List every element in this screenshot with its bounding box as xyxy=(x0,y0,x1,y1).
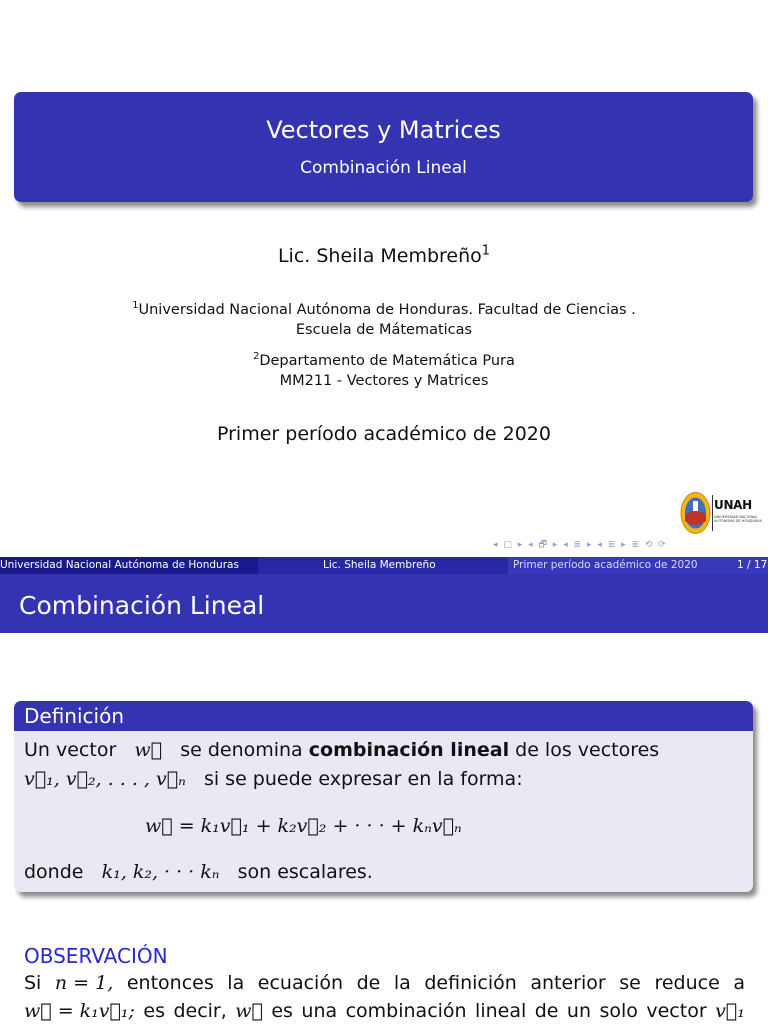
observation-word: n = 1, xyxy=(54,972,114,994)
observation-word: a xyxy=(733,972,745,994)
unah-logo xyxy=(680,491,768,535)
period-line: Primer período académico de 2020 xyxy=(217,423,551,445)
definition-header xyxy=(14,701,753,731)
observation-word: decir, xyxy=(173,1000,227,1022)
affiliation-2 xyxy=(0,351,768,391)
affiliation-1 xyxy=(0,300,768,340)
observation-word: solo xyxy=(599,1000,638,1022)
observation-title: OBSERVACIÓN xyxy=(24,944,168,968)
observation-word: se xyxy=(619,972,641,994)
observation-word: la xyxy=(393,972,411,994)
observation-word: Si xyxy=(24,972,42,994)
def-text: de los vectores xyxy=(515,739,660,761)
beamer-navigation-symbols[interactable]: ◂ □ ▸ ◂ 🗗 ▸ ◂ ≣ ▸ ◂ ≣ ▸ ≣ ⟲ ⟳ xyxy=(493,540,668,550)
logo-divider xyxy=(712,495,713,531)
observation-word: es xyxy=(271,1000,293,1022)
observation-word: de xyxy=(534,1000,559,1022)
affil2-superscript: 2 xyxy=(253,351,260,363)
observation-line-2 xyxy=(24,1000,745,1022)
logo-wordmark: UNAH xyxy=(714,498,752,512)
observation-word: una xyxy=(301,1000,338,1022)
observation-word: anterior xyxy=(530,972,606,994)
observation-word: w⃗ = k₁v⃗₁; xyxy=(24,1000,135,1022)
def-text: si se puede expresar en la forma: xyxy=(203,768,523,790)
frame-title: Combinación Lineal xyxy=(19,591,265,620)
definition-equation: w⃗ = k₁v⃗₁ + k₂v⃗₂ + · · · + kₙv⃗ₙ xyxy=(145,815,462,837)
observation-word: reduce xyxy=(654,972,720,994)
observation-word: de xyxy=(356,972,381,994)
author-superscript: 1 xyxy=(481,243,491,259)
vector-list: v⃗₁, v⃗₂, . . . , v⃗ₙ xyxy=(24,768,186,790)
footer-period: Primer período académico de 2020 xyxy=(513,559,698,571)
scalars-list: k₁, k₂, · · · kₙ xyxy=(101,861,220,883)
affil1-line1: Universidad Nacional Autónoma de Honduras. Facultad de Ciencias . xyxy=(138,302,636,318)
affil2-line2: MM211 - Vectores y Matrices xyxy=(279,373,489,389)
observation-line-1 xyxy=(24,972,745,994)
affil2-line1: Departamento de Matemática Pura xyxy=(259,353,515,369)
definition-line-3 xyxy=(24,861,373,883)
logo-caption-line2: AUTÓNOMA DE HONDURAS xyxy=(714,519,762,523)
affil1-superscript: 1 xyxy=(132,300,139,312)
observation-word: vector xyxy=(646,1000,707,1022)
def-text: son escalares. xyxy=(237,861,373,883)
observation-word: v⃗₁ xyxy=(715,1000,745,1022)
presentation-title: Vectores y Matrices xyxy=(266,116,501,144)
observation-word: w⃗ xyxy=(235,1000,263,1022)
footer-author: Lic. Sheila Membreño xyxy=(323,559,436,571)
frame-title-bar xyxy=(0,574,768,633)
title-box xyxy=(14,92,753,202)
definition-line-2 xyxy=(24,768,523,790)
observation-word: entonces xyxy=(126,972,214,994)
observation-word: definición xyxy=(424,972,517,994)
author-line xyxy=(0,245,768,267)
observation-word: un xyxy=(566,1000,592,1022)
vector-w: w⃗ xyxy=(134,739,163,761)
footer-institution: Universidad Nacional Autónoma de Honduras xyxy=(0,559,258,571)
observation-word: lineal xyxy=(475,1000,527,1022)
def-bold-term: combinación lineal xyxy=(308,739,510,761)
affil1-line2: Escuela de Mátematicas xyxy=(295,322,473,338)
def-text: donde xyxy=(24,861,84,883)
author-name: Lic. Sheila Membreño xyxy=(277,245,482,267)
definition-heading: Definición xyxy=(24,704,124,728)
presentation-subtitle: Combinación Lineal xyxy=(300,158,467,178)
footer-page-number: 1 / 17 xyxy=(737,559,768,571)
def-text: se denomina xyxy=(180,739,303,761)
observation-word: combinación xyxy=(345,1000,467,1022)
observation-word: la xyxy=(227,972,245,994)
observation-word: es xyxy=(143,1000,165,1022)
logo-caption xyxy=(714,515,762,523)
footline xyxy=(0,557,768,574)
observation-word: ecuación xyxy=(257,972,343,994)
def-text: Un vector xyxy=(24,739,117,761)
definition-block xyxy=(14,701,753,892)
unah-seal-icon xyxy=(680,491,711,535)
definition-line-1 xyxy=(24,739,659,761)
logo-caption-line1: UNIVERSIDAD NACIONAL xyxy=(714,515,758,519)
